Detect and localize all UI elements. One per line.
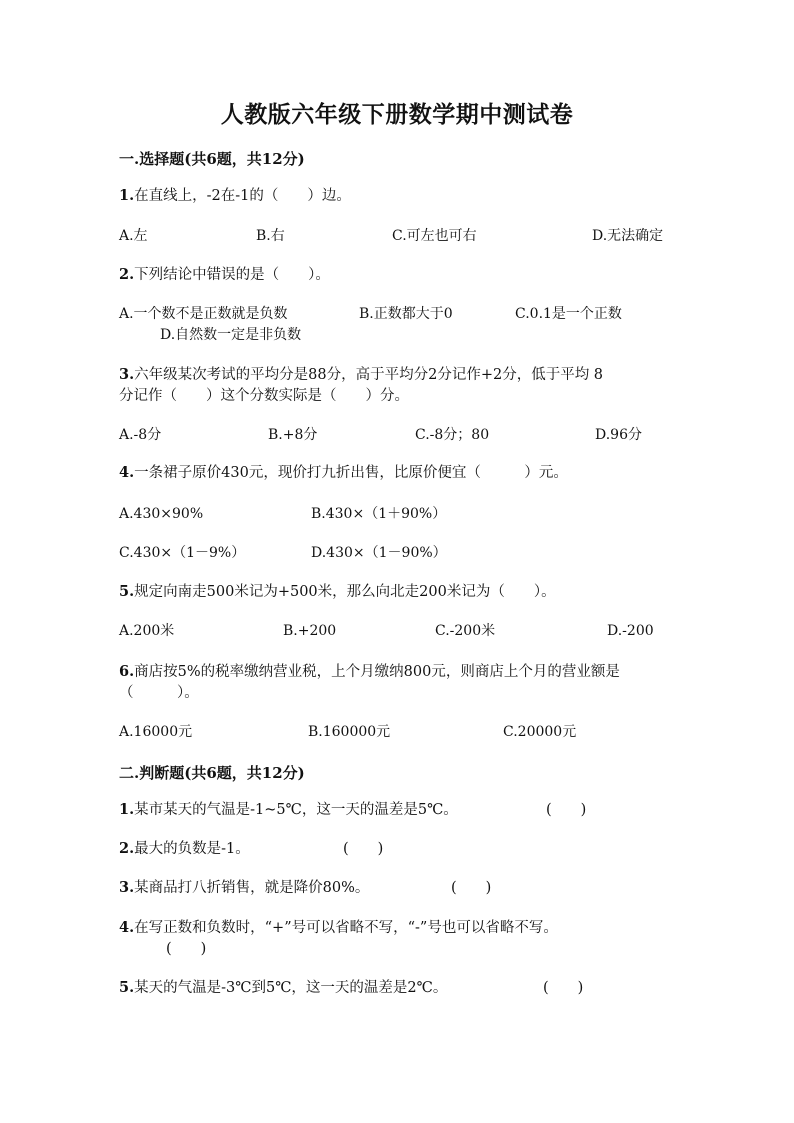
judgement-5 [119,978,447,998]
option-d: D.430×（1－90%） [311,545,447,561]
answer-parentheses[interactable]: ( ) [343,841,384,857]
question-text: 一条裙子原价430元，现价打九折出售，比原价便宜（ ）元。 [134,465,568,481]
judgement-4 [119,918,558,938]
question-text: 六年级某次考试的平均分是88分，高于平均分2分记作+2分，低于平均 8 [134,367,604,383]
question-number: 4. [119,919,135,936]
option-a: A.200米 [119,623,175,639]
question-3-continued: 分记作（ ）这个分数实际是（ ）分。 [119,388,409,404]
option-a: A.左 [119,228,148,244]
question-number: 2. [119,266,135,283]
question-6 [119,662,620,682]
option-a: A.16000元 [119,724,193,740]
question-number: 5. [119,583,135,600]
option-b: B.430×（1＋90%） [311,506,447,522]
judgement-3 [119,878,369,898]
option-c: C.0.1是一个正数 [515,306,622,322]
section-heading-choice: 一.选择题(共6题，共12分) [119,150,305,168]
question-number: 1. [119,801,135,818]
option-d: D.无法确定 [592,228,664,244]
question-text: 在直线上，-2在-1的（ ）边。 [134,188,351,204]
question-number: 2. [119,840,135,857]
answer-parentheses[interactable]: ( ) [451,880,492,896]
question-number: 3. [119,879,135,896]
option-b: B.右 [256,228,285,244]
question-text: 在写正数和负数时，“+”号可以省略不写，“-”号也可以省略不写。 [134,920,558,936]
question-text: 下列结论中错误的是（ ）。 [134,267,330,283]
option-b: B.160000元 [308,724,391,740]
answer-parentheses[interactable]: ( ) [543,980,584,996]
option-a: A.一个数不是正数就是负数 [119,306,288,322]
question-number: 3. [119,366,135,383]
option-c: C.-200米 [435,623,496,639]
question-2 [119,265,330,285]
question-text: 某市某天的气温是-1~5℃，这一天的温差是5℃。 [134,802,458,818]
question-number: 1. [119,187,135,204]
option-b: B.正数都大于0 [359,306,453,322]
option-b: B.+8分 [268,427,318,443]
page-title: 人教版六年级下册数学期中测试卷 [220,101,574,128]
option-c: C.20000元 [503,724,577,740]
option-d: D.-200 [607,623,654,639]
question-text: 商店按5%的税率缴纳营业税，上个月缴纳800元，则商店上个月的营业额是 [134,664,620,680]
question-text: 最大的负数是-1。 [134,841,250,857]
answer-parentheses[interactable]: ( ) [166,941,207,957]
option-d: D.自然数一定是非负数 [160,327,302,343]
question-text: 某商品打八折销售，就是降价80%。 [134,880,370,896]
question-number: 6. [119,663,135,680]
question-number: 4. [119,464,135,481]
question-text: 规定向南走500米记为+500米，那么向北走200米记为（ ）。 [134,584,556,600]
option-a: A.430×90% [119,506,204,522]
option-b: B.+200 [283,623,337,639]
option-c: C.-8分；80 [415,427,490,443]
question-5 [119,582,556,602]
question-6-continued: （ ）。 [119,685,199,701]
question-3 [119,365,603,385]
question-text: 某天的气温是-3℃到5℃，这一天的温差是2℃。 [134,980,448,996]
option-c: C.430×（1－9%） [119,545,246,561]
section-heading-judgement: 二.判断题(共6题，共12分) [119,764,305,782]
question-1 [119,186,351,206]
question-4 [119,463,568,483]
judgement-2 [119,839,250,859]
question-number: 5. [119,979,135,996]
option-c: C.可左也可右 [392,228,477,244]
answer-parentheses[interactable]: ( ) [546,802,587,818]
option-a: A.-8分 [119,427,162,443]
option-d: D.96分 [595,427,642,443]
judgement-1 [119,800,458,820]
